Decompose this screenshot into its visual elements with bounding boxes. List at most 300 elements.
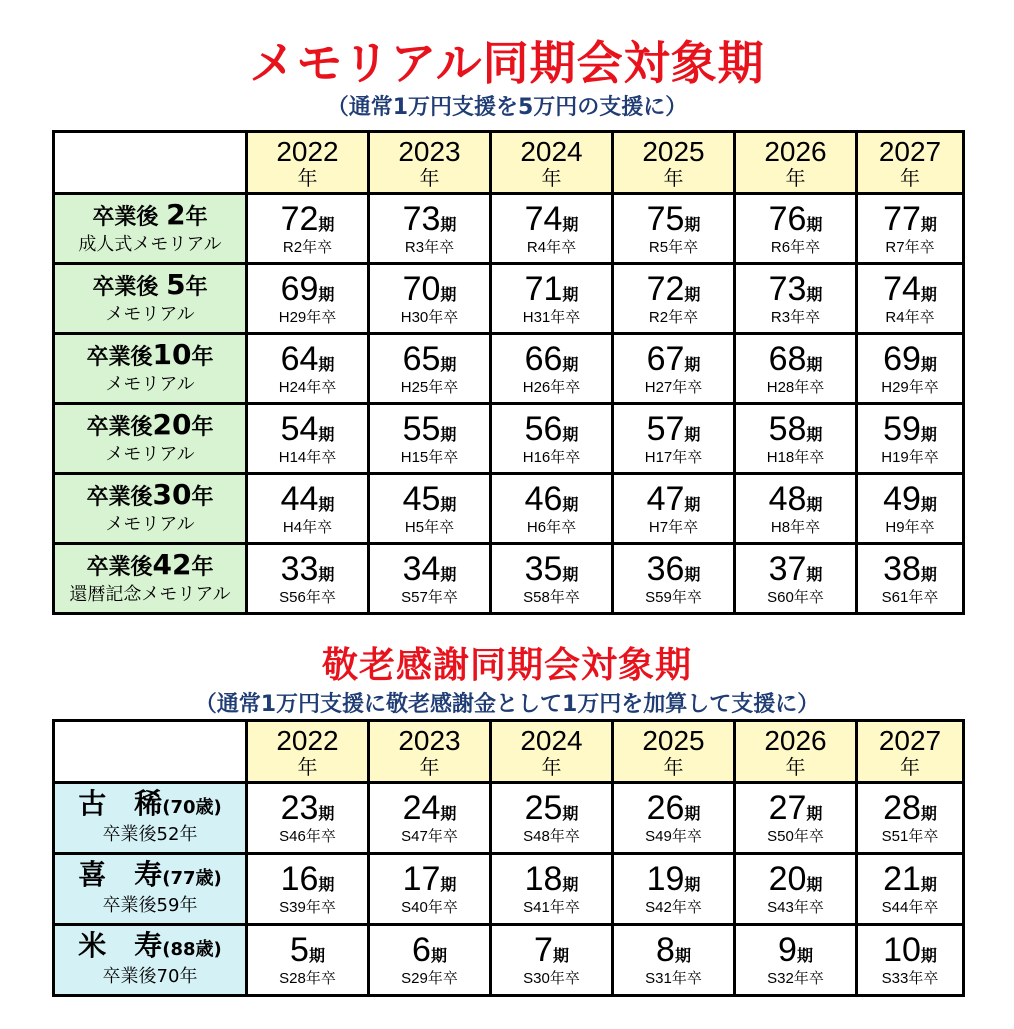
term-number: 69 [280, 269, 319, 308]
term-number: 25 [524, 789, 563, 827]
term-number: 16 [280, 860, 319, 898]
year-unit: 年 [297, 165, 318, 190]
term-unit: 期 [440, 566, 457, 584]
year-header-cell [369, 132, 491, 194]
term-number: 8 [656, 931, 675, 969]
graduation-year: R2年卒 [282, 238, 333, 256]
year-unit: 年 [785, 165, 806, 190]
year-header-row [54, 132, 964, 194]
graduation-year: S49年卒 [645, 828, 702, 845]
label-prefix: 卒業後 [92, 275, 167, 300]
term-number: 33 [280, 549, 319, 588]
graduation-year: H27年卒 [644, 378, 703, 396]
graduation-year: S48年卒 [523, 828, 580, 845]
year-header-cell [613, 721, 735, 783]
table-row [54, 925, 964, 996]
term-line [492, 270, 611, 308]
year-unit: 年 [419, 165, 440, 190]
term-line [858, 789, 962, 827]
term-unit: 期 [318, 877, 335, 894]
term-cell [735, 925, 857, 996]
term-line [492, 860, 611, 898]
graduation-year: S44年卒 [881, 899, 939, 916]
term-cell [613, 264, 735, 334]
graduation-year: H30年卒 [400, 308, 459, 326]
graduation-year: H29年卒 [881, 378, 939, 396]
year-number: 2022 [276, 135, 339, 167]
row-label-sub: メモリアル [105, 514, 195, 535]
term-unit: 期 [806, 566, 823, 584]
row-label-main [55, 789, 245, 823]
graduation-year: R3年卒 [404, 238, 455, 256]
keiro-subtitle: （通常1万円支援に敬老感謝金として1万円を加算して支援に） [194, 692, 820, 717]
graduation-year: S39年卒 [279, 899, 336, 916]
term-unit: 期 [806, 806, 823, 823]
graduation-year: S43年卒 [767, 899, 824, 916]
graduation-year: H18年卒 [766, 448, 825, 466]
term-line [858, 480, 962, 518]
label-years-unit: 年 [191, 485, 214, 510]
term-unit: 期 [920, 286, 937, 304]
graduation-year: H14年卒 [278, 448, 337, 466]
graduation-year: S61年卒 [881, 588, 939, 606]
graduation-year: H5年卒 [404, 518, 455, 536]
term-unit: 期 [806, 496, 823, 514]
term-number: 9 [778, 931, 797, 969]
memorial-table [52, 130, 965, 615]
label-name: 米 寿 [78, 929, 163, 962]
term-unit: 期 [684, 286, 701, 304]
term-number: 73 [402, 199, 441, 238]
label-prefix: 卒業後 [86, 415, 153, 440]
label-age: (77歳) [162, 868, 222, 889]
term-cell [247, 334, 369, 404]
year-unit: 年 [900, 754, 920, 779]
year-number: 2026 [764, 135, 827, 167]
term-number: 72 [280, 199, 319, 238]
row-label-sub: メモリアル [105, 374, 195, 395]
table-row [54, 474, 964, 544]
term-line [248, 789, 367, 827]
graduation-year: H19年卒 [881, 448, 939, 466]
term-cell [491, 854, 613, 925]
graduation-year: H26年卒 [522, 378, 581, 396]
term-unit: 期 [920, 496, 937, 514]
term-unit: 期 [318, 286, 335, 304]
table-row [54, 783, 964, 854]
term-cell [857, 854, 964, 925]
term-cell [857, 264, 964, 334]
term-line [370, 931, 489, 969]
year-number: 2022 [276, 724, 339, 756]
term-line [370, 480, 489, 518]
term-unit: 期 [684, 806, 701, 823]
term-unit: 期 [308, 948, 325, 965]
term-cell [369, 783, 491, 854]
term-number: 66 [524, 339, 563, 378]
year-header-cell [247, 132, 369, 194]
term-unit: 期 [562, 566, 579, 584]
term-unit: 期 [318, 496, 335, 514]
term-cell [613, 783, 735, 854]
term-unit: 期 [562, 496, 579, 514]
year-header-cell [247, 721, 369, 783]
term-line [614, 860, 733, 898]
term-cell [247, 783, 369, 854]
graduation-year: R4年卒 [526, 238, 577, 256]
term-number: 75 [646, 199, 685, 238]
term-number: 38 [883, 549, 921, 588]
term-line [492, 789, 611, 827]
term-unit: 期 [440, 356, 457, 374]
term-line [370, 340, 489, 378]
year-unit: 年 [297, 754, 318, 779]
year-header-cell [735, 721, 857, 783]
graduation-year: H8年卒 [770, 518, 821, 536]
term-cell [857, 474, 964, 544]
keiro-table [52, 719, 965, 997]
term-unit: 期 [440, 806, 457, 823]
term-cell [369, 194, 491, 264]
graduation-year: H15年卒 [400, 448, 459, 466]
term-number: 35 [524, 549, 563, 588]
term-number: 21 [883, 860, 921, 898]
row-label-cell [54, 194, 247, 264]
table-row [54, 544, 964, 614]
term-unit: 期 [440, 496, 457, 514]
term-unit: 期 [920, 566, 937, 584]
term-cell [247, 854, 369, 925]
year-header-cell [613, 132, 735, 194]
year-unit: 年 [785, 754, 806, 779]
term-number: 49 [883, 479, 921, 518]
term-line [248, 550, 367, 588]
term-line [858, 550, 962, 588]
row-label-main [55, 480, 245, 513]
term-cell [613, 404, 735, 474]
term-cell [369, 544, 491, 614]
memorial-subtitle: （通常1万円支援を5万円の支援に） [326, 95, 688, 120]
term-unit: 期 [562, 877, 579, 894]
term-unit: 期 [674, 948, 691, 965]
row-label-main [55, 550, 245, 583]
term-cell [613, 544, 735, 614]
term-cell [247, 194, 369, 264]
year-header-cell [491, 132, 613, 194]
year-header-cell [857, 132, 964, 194]
year-number: 2026 [764, 724, 827, 756]
term-unit: 期 [430, 948, 447, 965]
table-row [54, 404, 964, 474]
term-line [370, 270, 489, 308]
term-line [248, 860, 367, 898]
year-unit: 年 [663, 754, 684, 779]
year-number: 2023 [398, 135, 461, 167]
term-number: 10 [883, 931, 921, 969]
term-unit: 期 [318, 426, 335, 444]
term-cell [613, 854, 735, 925]
term-number: 54 [280, 409, 319, 448]
term-line [736, 270, 855, 308]
row-label-main [55, 931, 245, 965]
graduation-year: H6年卒 [526, 518, 577, 536]
term-line [736, 860, 855, 898]
term-line [248, 410, 367, 448]
term-number: 74 [883, 269, 921, 308]
term-cell [491, 264, 613, 334]
term-number: 77 [883, 199, 921, 238]
table-row [54, 264, 964, 334]
label-years-unit: 年 [191, 415, 214, 440]
label-years-number: 20 [152, 408, 192, 441]
row-label-main [55, 270, 245, 303]
term-line [858, 931, 962, 969]
term-line [736, 200, 855, 238]
term-number: 46 [524, 479, 563, 518]
term-unit: 期 [562, 356, 579, 374]
term-number: 57 [646, 409, 685, 448]
term-unit: 期 [552, 948, 569, 965]
term-cell [613, 194, 735, 264]
label-years-number: 10 [152, 338, 192, 371]
graduation-year: R2年卒 [648, 308, 699, 326]
term-cell [369, 925, 491, 996]
term-number: 19 [646, 860, 685, 898]
year-unit: 年 [541, 754, 562, 779]
year-header-cell [369, 721, 491, 783]
term-cell [735, 474, 857, 544]
term-cell [247, 474, 369, 544]
year-unit: 年 [900, 165, 920, 190]
graduation-year: H4年卒 [282, 518, 333, 536]
graduation-year: S46年卒 [279, 828, 336, 845]
term-unit: 期 [806, 216, 823, 234]
row-label-cell [54, 925, 247, 996]
graduation-year: H29年卒 [278, 308, 337, 326]
term-line [736, 789, 855, 827]
term-cell [247, 264, 369, 334]
term-unit: 期 [562, 286, 579, 304]
term-line [614, 340, 733, 378]
corner-cell [54, 721, 247, 783]
term-cell [613, 334, 735, 404]
graduation-year: H31年卒 [522, 308, 581, 326]
term-cell [491, 925, 613, 996]
term-number: 18 [524, 860, 563, 898]
year-header-cell [491, 721, 613, 783]
year-number: 2027 [878, 724, 942, 756]
term-unit: 期 [440, 286, 457, 304]
graduation-year: S33年卒 [881, 970, 939, 987]
graduation-year: S59年卒 [645, 588, 702, 606]
year-unit: 年 [419, 754, 440, 779]
row-label-main [55, 410, 245, 443]
term-cell [735, 404, 857, 474]
term-line [736, 550, 855, 588]
term-unit: 期 [684, 356, 701, 374]
term-line [858, 270, 962, 308]
term-number: 34 [402, 549, 441, 588]
label-prefix: 卒業後 [86, 555, 153, 580]
term-unit: 期 [562, 426, 579, 444]
term-line [248, 340, 367, 378]
graduation-year: H25年卒 [400, 378, 459, 396]
term-line [614, 410, 733, 448]
table-row [54, 854, 964, 925]
label-name: 喜 寿 [78, 858, 163, 891]
term-cell [735, 854, 857, 925]
term-cell [247, 925, 369, 996]
term-unit: 期 [440, 877, 457, 894]
term-number: 47 [646, 479, 685, 518]
term-number: 56 [524, 409, 563, 448]
term-unit: 期 [806, 286, 823, 304]
label-years-unit: 年 [191, 345, 214, 370]
year-number: 2023 [398, 724, 461, 756]
term-unit: 期 [318, 806, 335, 823]
term-cell [735, 334, 857, 404]
term-number: 5 [290, 931, 309, 969]
graduation-year: S32年卒 [767, 970, 824, 987]
graduation-year: R7年卒 [885, 238, 935, 256]
term-unit: 期 [920, 877, 937, 894]
term-number: 65 [402, 339, 441, 378]
term-line [370, 550, 489, 588]
term-number: 17 [402, 860, 441, 898]
term-line [614, 789, 733, 827]
term-cell [491, 404, 613, 474]
term-cell [857, 194, 964, 264]
year-number: 2024 [520, 724, 583, 756]
term-line [248, 480, 367, 518]
label-prefix: 卒業後 [86, 485, 153, 510]
term-cell [491, 783, 613, 854]
term-cell [369, 334, 491, 404]
term-line [370, 860, 489, 898]
term-unit: 期 [562, 806, 579, 823]
term-cell [735, 194, 857, 264]
term-line [248, 200, 367, 238]
term-line [736, 410, 855, 448]
graduation-year: S30年卒 [523, 970, 580, 987]
term-line [858, 340, 962, 378]
term-line [736, 340, 855, 378]
term-unit: 期 [684, 216, 701, 234]
label-prefix: 卒業後 [92, 205, 167, 230]
label-age: (70歳) [162, 797, 222, 818]
term-line [248, 931, 367, 969]
row-label-sub: 卒業後59年 [102, 895, 198, 916]
graduation-year: S50年卒 [767, 828, 824, 845]
term-number: 45 [402, 479, 441, 518]
term-cell [613, 925, 735, 996]
term-number: 74 [524, 199, 563, 238]
row-label-cell [54, 264, 247, 334]
graduation-year: R4年卒 [885, 308, 935, 326]
term-unit: 期 [684, 496, 701, 514]
term-line [614, 931, 733, 969]
label-years-number: 2 [166, 198, 186, 231]
term-unit: 期 [684, 426, 701, 444]
term-cell [735, 544, 857, 614]
term-number: 68 [768, 339, 807, 378]
term-cell [369, 854, 491, 925]
term-cell [857, 404, 964, 474]
row-label-main [55, 860, 245, 894]
graduation-year: S31年卒 [645, 970, 702, 987]
graduation-year: H9年卒 [885, 518, 935, 536]
graduation-year: H24年卒 [278, 378, 337, 396]
term-line [492, 931, 611, 969]
graduation-year: S41年卒 [523, 899, 580, 916]
term-unit: 期 [440, 216, 457, 234]
graduation-year: R6年卒 [770, 238, 821, 256]
term-unit: 期 [318, 356, 335, 374]
term-number: 70 [402, 269, 441, 308]
row-label-sub: メモリアル [105, 304, 195, 325]
term-unit: 期 [806, 356, 823, 374]
row-label-main [55, 340, 245, 373]
term-number: 69 [883, 339, 921, 378]
label-years-unit: 年 [191, 555, 214, 580]
term-unit: 期 [318, 566, 335, 584]
term-number: 23 [280, 789, 319, 827]
graduation-year: S42年卒 [645, 899, 702, 916]
table-row [54, 194, 964, 264]
term-line [614, 200, 733, 238]
term-number: 37 [768, 549, 807, 588]
row-label-cell [54, 404, 247, 474]
term-cell [369, 404, 491, 474]
graduation-year: R3年卒 [770, 308, 821, 326]
year-unit: 年 [541, 165, 562, 190]
term-line [370, 410, 489, 448]
term-number: 76 [768, 199, 807, 238]
term-unit: 期 [796, 948, 813, 965]
term-unit: 期 [920, 948, 937, 965]
graduation-year: S56年卒 [279, 588, 336, 606]
term-number: 64 [280, 339, 319, 378]
row-label-sub: 卒業後52年 [102, 824, 198, 845]
term-cell [857, 783, 964, 854]
term-unit: 期 [562, 216, 579, 234]
row-label-sub: 卒業後70年 [102, 966, 198, 987]
term-line [492, 340, 611, 378]
term-unit: 期 [684, 566, 701, 584]
row-label-cell [54, 474, 247, 544]
term-number: 36 [646, 549, 685, 588]
row-label-cell [54, 334, 247, 404]
term-number: 72 [646, 269, 685, 308]
term-line [370, 200, 489, 238]
term-number: 26 [646, 789, 685, 827]
term-cell [613, 474, 735, 544]
term-line [614, 550, 733, 588]
graduation-year: S60年卒 [767, 588, 824, 606]
label-years-unit: 年 [185, 205, 208, 230]
term-number: 44 [280, 479, 319, 518]
term-cell [857, 334, 964, 404]
graduation-year: H28年卒 [766, 378, 825, 396]
term-cell [491, 334, 613, 404]
term-cell [369, 264, 491, 334]
row-label-sub: メモリアル [105, 444, 195, 465]
row-label-cell [54, 544, 247, 614]
year-number: 2025 [642, 135, 705, 167]
row-label-main [55, 200, 245, 233]
term-number: 58 [768, 409, 807, 448]
term-unit: 期 [920, 216, 937, 234]
